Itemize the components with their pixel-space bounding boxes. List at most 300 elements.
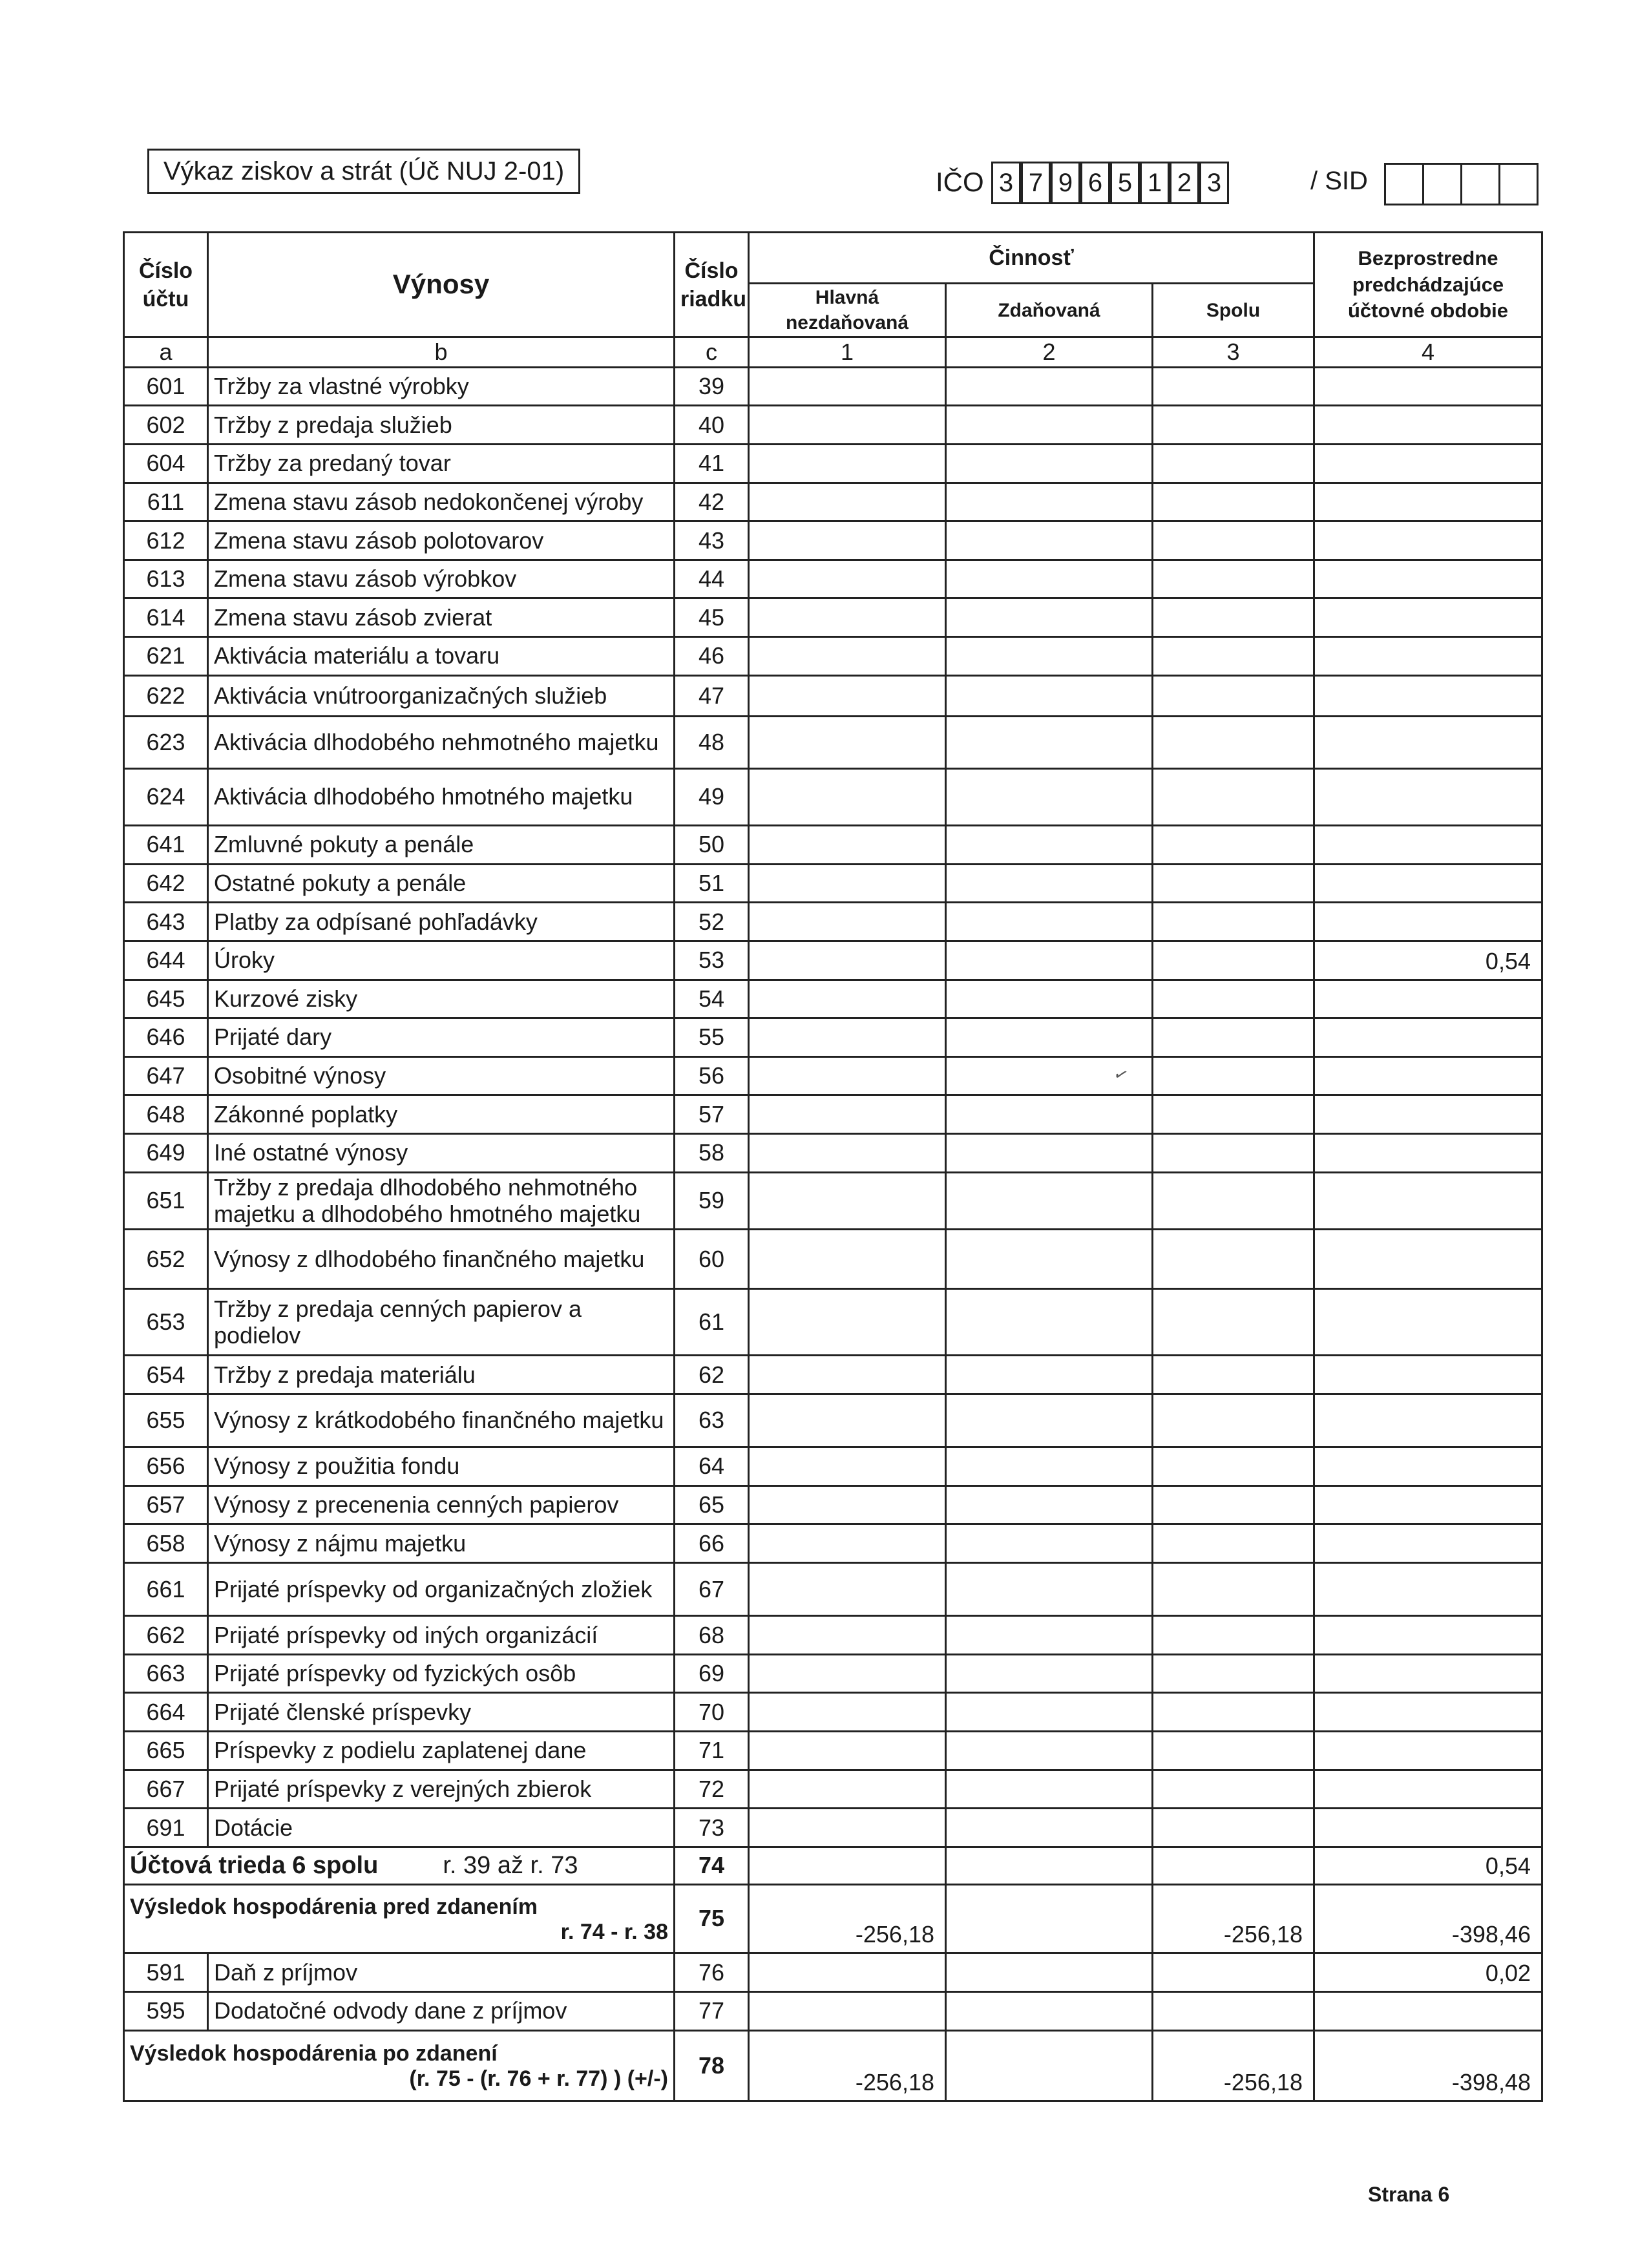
ico-digit-box: 2 [1170,162,1199,204]
account-number: 658 [124,1524,208,1563]
value-previous [1314,1616,1542,1655]
account-number: 624 [124,768,208,825]
value-main [749,1616,946,1655]
value-main [749,1809,946,1847]
value-total [1153,1095,1314,1134]
value-total [1153,941,1314,980]
page-number: Strana 6 [1368,2183,1450,2206]
value-total [1153,1847,1314,1884]
table-row [124,637,1542,676]
value-previous [1314,1447,1542,1486]
column-letter: b [208,337,675,367]
account-name: Tržby z predaja dlhodobého nehmotného majetku a dlhodobého hmotného majetku [208,1172,675,1229]
class-total-text: Účtová trieda 6 spolu [130,1851,379,1879]
value-taxed [946,1809,1153,1847]
row-number: 73 [675,1809,749,1847]
ico-digit-box: 6 [1080,162,1110,204]
value-taxed [946,1992,1153,2031]
value-previous [1314,768,1542,825]
row-number: 46 [675,637,749,676]
value-total [1153,1134,1314,1173]
row-number: 67 [675,1562,749,1615]
sid-box [1422,163,1462,205]
account-name: Zmena stavu zásob nedokončenej výroby [208,483,675,521]
row-number: 40 [675,406,749,445]
value-taxed [946,1732,1153,1770]
row-number: 69 [675,1654,749,1693]
table-row [124,1732,1542,1770]
class-total-range: r. 39 až r. 73 [443,1851,578,1879]
account-number: 656 [124,1447,208,1486]
header-taxed: Zdaňovaná [946,284,1153,337]
value-total [1153,1809,1314,1847]
table-row [124,903,1542,941]
account-name: Zmena stavu zásob polotovarov [208,521,675,560]
value-total [1153,1616,1314,1655]
value-taxed [946,1693,1153,1732]
account-number: 647 [124,1056,208,1095]
value-previous [1314,1654,1542,1693]
value-taxed [946,1562,1153,1615]
value-main [749,637,946,676]
value-main [749,367,946,406]
sid-label: / SID [1310,167,1368,195]
row-number: 63 [675,1394,749,1447]
form-title: Výkaz ziskov a strát (Úč NUJ 2-01) [147,149,580,194]
account-number: 661 [124,1562,208,1615]
account-name: Prijaté príspevky od iných organizácií [208,1616,675,1655]
value-total [1153,768,1314,825]
ico-label: IČO [936,167,984,197]
account-name: Tržby za predaný tovar [208,444,675,483]
value-taxed [946,1770,1153,1809]
value-taxed [946,1229,1153,1289]
value-previous [1314,1056,1542,1095]
row-number: 77 [675,1992,749,2031]
value-previous [1314,560,1542,598]
account-name: Kurzové zisky [208,980,675,1018]
row-number: 76 [675,1953,749,1992]
table-row [124,444,1542,483]
row-number: 52 [675,903,749,941]
account-name: Výnosy z dlhodobého finančného majetku [208,1229,675,1289]
value-main [749,675,946,717]
account-name: Aktivácia dlhodobého hmotného majetku [208,768,675,825]
table-row [124,1524,1542,1563]
value-total [1153,1394,1314,1447]
value-previous [1314,826,1542,865]
value-main: -256,18 [749,1884,946,1953]
value-main [749,1847,946,1884]
value-main [749,1447,946,1486]
table-row [124,560,1542,598]
table-row [124,1289,1542,1356]
value-previous [1314,406,1542,445]
account-name: Výnosy z nájmu majetku [208,1524,675,1563]
value-previous [1314,1134,1542,1173]
row-number: 70 [675,1693,749,1732]
value-taxed [946,521,1153,560]
value-main [749,1654,946,1693]
value-previous [1314,1172,1542,1229]
value-main [749,1018,946,1057]
table-row [124,1616,1542,1655]
value-main [749,1356,946,1394]
row-number: 55 [675,1018,749,1057]
value-taxed [946,2030,1153,2101]
value-main [749,768,946,825]
row-number: 66 [675,1524,749,1563]
table-row [124,1229,1542,1289]
value-main [749,903,946,941]
header-row-number: Číslo riadku [675,233,749,337]
row-number: 65 [675,1486,749,1524]
account-name: Výnosy z precenenia cenných papierov [208,1486,675,1524]
account-number: 657 [124,1486,208,1524]
value-total [1153,1229,1314,1289]
account-name: Prijaté príspevky od fyzických osôb [208,1654,675,1693]
value-main [749,1056,946,1095]
table-row [124,521,1542,560]
value-main [749,1134,946,1173]
value-main [749,1229,946,1289]
value-taxed [946,675,1153,717]
account-name: Prijaté dary [208,1018,675,1057]
value-total [1153,717,1314,768]
result-after-tax-formula: (r. 75 - (r. 76 + r. 77) ) (+/-) [409,2066,668,2092]
ico-digit-box: 3 [1199,162,1229,204]
account-number: 614 [124,598,208,637]
value-taxed [946,1524,1153,1563]
row-number: 61 [675,1289,749,1356]
column-letter: 4 [1314,337,1542,367]
table-row [124,826,1542,865]
value-taxed [946,1953,1153,1992]
value-taxed [946,1356,1153,1394]
value-previous [1314,1732,1542,1770]
row-number: 45 [675,598,749,637]
value-taxed [946,1486,1153,1524]
row-number: 56 [675,1056,749,1095]
account-number: 601 [124,367,208,406]
row-number: 62 [675,1356,749,1394]
value-main [749,1524,946,1563]
value-previous [1314,675,1542,717]
value-main [749,598,946,637]
account-name: Výnosy z použitia fondu [208,1447,675,1486]
value-previous [1314,980,1542,1018]
value-taxed [946,1847,1153,1884]
table-row [124,406,1542,445]
value-taxed [946,1654,1153,1693]
row-number: 75 [675,1884,749,1953]
header-main-untaxed: Hlavná nezdaňovaná [749,284,946,337]
account-number: 645 [124,980,208,1018]
value-taxed [946,826,1153,865]
header-account: Číslo účtu [124,233,208,337]
account-name: Dodatočné odvody dane z príjmov [208,1992,675,2031]
account-number: 642 [124,864,208,903]
value-main [749,980,946,1018]
row-number: 49 [675,768,749,825]
account-number: 667 [124,1770,208,1809]
value-total [1153,675,1314,717]
value-total [1153,367,1314,406]
row-number: 44 [675,560,749,598]
account-name: Tržby z predaja služieb [208,406,675,445]
value-previous [1314,1562,1542,1615]
value-taxed [946,483,1153,521]
column-letter: c [675,337,749,367]
result-after-tax-label [124,2030,675,2101]
value-previous [1314,598,1542,637]
row-number: 68 [675,1616,749,1655]
result-before-tax-formula: r. 74 - r. 38 [560,1919,668,1944]
table-row [124,1693,1542,1732]
account-number: 611 [124,483,208,521]
table-row [124,367,1542,406]
row-number: 42 [675,483,749,521]
account-name: Platby za odpísané pohľadávky [208,903,675,941]
value-taxed [946,1289,1153,1356]
value-total [1153,1992,1314,2031]
account-name: Zmluvné pokuty a penále [208,826,675,865]
value-main [749,1562,946,1615]
account-name: Aktivácia vnútroorganizačných služieb [208,675,675,717]
ico-digit-box: 3 [991,162,1021,204]
value-previous: 0,54 [1314,1847,1542,1884]
table-row [124,483,1542,521]
value-total [1153,1356,1314,1394]
account-number: 665 [124,1732,208,1770]
value-taxed [946,637,1153,676]
account-name: Zákonné poplatky [208,1095,675,1134]
class-total-label [124,1847,675,1884]
value-previous [1314,1018,1542,1057]
value-main [749,1486,946,1524]
result-after-tax-text: Výsledok hospodárenia po zdanení [130,2041,498,2066]
value-taxed [946,1616,1153,1655]
ico-digit-box: 7 [1021,162,1051,204]
value-previous [1314,1770,1542,1809]
value-taxed [946,367,1153,406]
row-number: 41 [675,444,749,483]
value-main [749,1289,946,1356]
header-previous-period: Bezprostredne predchádzajúce účtovné obdobie [1314,233,1542,337]
account-name: Prijaté členské príspevky [208,1693,675,1732]
value-previous [1314,637,1542,676]
header-total: Spolu [1153,284,1314,337]
value-taxed [946,717,1153,768]
row-number: 59 [675,1172,749,1229]
table-row [124,1486,1542,1524]
value-previous [1314,1992,1542,2031]
value-previous [1314,1095,1542,1134]
value-previous [1314,1524,1542,1563]
value-total [1153,483,1314,521]
table-row [124,1654,1542,1693]
value-taxed [946,768,1153,825]
value-taxed [946,1447,1153,1486]
value-taxed [946,1018,1153,1057]
value-main [749,444,946,483]
value-previous [1314,1394,1542,1447]
value-previous [1314,1809,1542,1847]
row-number: 60 [675,1229,749,1289]
value-taxed [946,903,1153,941]
value-previous [1314,903,1542,941]
value-total [1153,560,1314,598]
value-total [1153,598,1314,637]
value-previous: 0,54 [1314,941,1542,980]
account-name: Zmena stavu zásob zvierat [208,598,675,637]
table-row [124,1447,1542,1486]
row-number: 64 [675,1447,749,1486]
row-number: 43 [675,521,749,560]
account-name: Tržby za vlastné výrobky [208,367,675,406]
header-revenue: Výnosy [208,233,675,337]
column-letter: 3 [1153,337,1314,367]
value-taxed [946,1134,1153,1173]
account-number: 602 [124,406,208,445]
value-total [1153,1693,1314,1732]
account-number: 654 [124,1356,208,1394]
account-name: Dotácie [208,1809,675,1847]
value-main [749,864,946,903]
value-main [749,717,946,768]
value-previous: -398,48 [1314,2030,1542,2101]
account-name: Prijaté príspevky od organizačných zložiek [208,1562,675,1615]
value-previous [1314,1356,1542,1394]
account-name: Prijaté príspevky z verejných zbierok [208,1770,675,1809]
sid-box [1384,163,1424,205]
account-name: Osobitné výnosy [208,1056,675,1095]
account-name: Aktivácia dlhodobého nehmotného majetku [208,717,675,768]
account-name: Výnosy z krátkodobého finančného majetku [208,1394,675,1447]
row-number: 58 [675,1134,749,1173]
account-name: Ostatné pokuty a penále [208,864,675,903]
value-main [749,1693,946,1732]
table-row [124,980,1542,1018]
account-number: 651 [124,1172,208,1229]
table-row [124,941,1542,980]
account-number: 612 [124,521,208,560]
value-taxed [946,1884,1153,1953]
value-total [1153,444,1314,483]
table-row [124,768,1542,825]
table-row [124,1056,1542,1095]
ico-digit-box: 9 [1051,162,1080,204]
sid-box [1498,163,1539,205]
table-row [124,598,1542,637]
column-letter: 2 [946,337,1153,367]
value-main [749,1770,946,1809]
account-name: Tržby z predaja materiálu [208,1356,675,1394]
value-taxed [946,560,1153,598]
account-number: 652 [124,1229,208,1289]
value-total [1153,1447,1314,1486]
value-total [1153,864,1314,903]
value-total [1153,1562,1314,1615]
table-row [124,864,1542,903]
value-taxed [946,864,1153,903]
table-row [124,1134,1542,1173]
row-number: 78 [675,2030,749,2101]
value-total [1153,1654,1314,1693]
table-row [124,1356,1542,1394]
value-main: -256,18 [749,2030,946,2101]
value-taxed [946,444,1153,483]
value-total [1153,1289,1314,1356]
value-total [1153,1018,1314,1057]
row-number: 39 [675,367,749,406]
value-previous [1314,864,1542,903]
account-name: Iné ostatné výnosy [208,1134,675,1173]
account-number: 622 [124,675,208,717]
value-main [749,406,946,445]
row-number: 51 [675,864,749,903]
value-previous [1314,1229,1542,1289]
value-previous [1314,367,1542,406]
value-previous [1314,1693,1542,1732]
value-total: -256,18 [1153,1884,1314,1953]
value-main [749,1095,946,1134]
value-total [1153,826,1314,865]
result-before-tax-label [124,1884,675,1953]
column-letter: 1 [749,337,946,367]
table-row [124,1770,1542,1809]
value-taxed [946,941,1153,980]
value-previous [1314,521,1542,560]
table-row [124,1172,1542,1229]
account-number: 646 [124,1018,208,1057]
table-row [124,1018,1542,1057]
account-number: 653 [124,1289,208,1356]
value-taxed [946,598,1153,637]
table-row [124,675,1542,717]
value-main [749,560,946,598]
value-main [749,1953,946,1992]
account-number: 691 [124,1809,208,1847]
value-total [1153,1953,1314,1992]
account-number: 641 [124,826,208,865]
row-number: 50 [675,826,749,865]
value-main [749,1992,946,2031]
value-total [1153,1732,1314,1770]
value-total [1153,1056,1314,1095]
account-number: 648 [124,1095,208,1134]
row-number: 53 [675,941,749,980]
account-number: 655 [124,1394,208,1447]
account-name: Aktivácia materiálu a tovaru [208,637,675,676]
value-total [1153,903,1314,941]
ico-digit-box: 1 [1140,162,1170,204]
value-previous [1314,483,1542,521]
value-total [1153,980,1314,1018]
value-total [1153,406,1314,445]
row-number: 71 [675,1732,749,1770]
value-previous [1314,1289,1542,1356]
account-number: 623 [124,717,208,768]
value-taxed [946,1394,1153,1447]
sid-box [1460,163,1500,205]
account-name: Zmena stavu zásob výrobkov [208,560,675,598]
value-main [749,941,946,980]
row-number: 74 [675,1847,749,1884]
value-previous [1314,717,1542,768]
header-activity: Činnosť [749,233,1314,284]
account-number: 649 [124,1134,208,1173]
